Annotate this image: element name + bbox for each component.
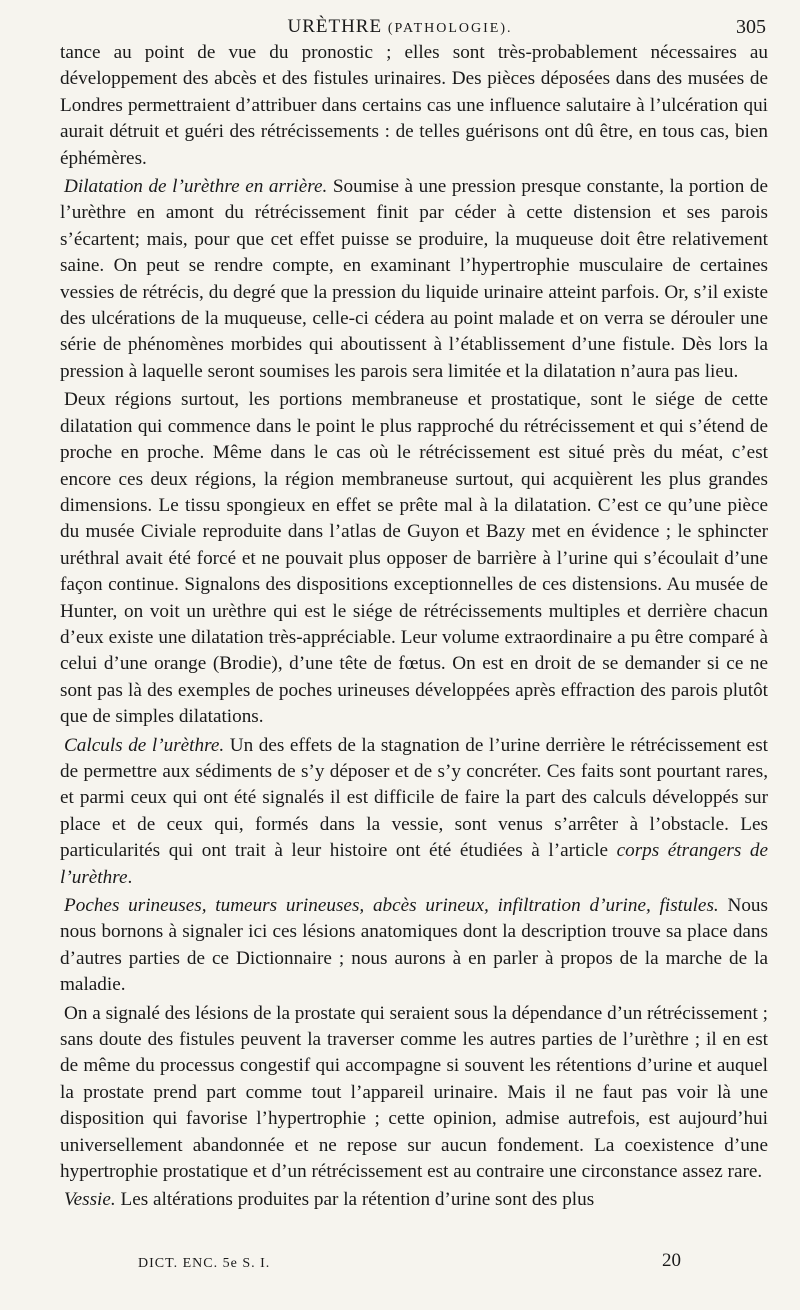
paragraph-text: Un des effets de la stagnation de l’urine derrière le rétrécissement est de permettre aux sédiments de s’y déposer et de s’y concréter. Ces faits sont pourtant rares, et parmi ceux qui ont été signalés il est difficile de faire la part des calculs développés sur place et de ceux qui, formés dans la vessie, sont venus s’arrêter à l’obstacle. Les particularités qui ont trait à leur histoire ont été étudiées à l’article [60, 734, 768, 862]
page-footer [0, 1250, 800, 1286]
section-lead: Poches urineuses, tumeurs urineuses, abcès urineux, infiltration d’urine, fistules. [64, 895, 719, 916]
paragraph-text: tance au point de vue du pronostic ; elles sont très-probablement nécessaires au développement des abcès et des fistules urinaires. Des pièces déposées dans des musées de Londres permettraient d’attribuer dans certains cas une influence salutaire à l’ulcération qui aurait détruit et guéri des rétrécissements : de telles guérisons ont dû être, en tous cas, bien éphémères. [60, 42, 768, 169]
paragraph-dilatation [60, 174, 768, 385]
paragraph-text: Soumise à une pression presque constante, la portion de l’urèthre en amont du rétrécissement finit par céder à cette distension et ses parois s’écartent; mais, pour que cet effet puisse se produire, la muqueuse doit être relativement saine. On peut se rendre compte, en examinant l’hypertrophie musculaire de certaines vessies de rétrécis, du degré que la pression du liquide urinaire atteint parfois. Or, s’il existe des ulcérations de la muqueuse, celle-ci cédera au point malade et on verra se dérouler une série de phénomènes morbides qui aboutissent à l’établissement d’une fistule. Dès lors la pression à laquelle seront soumises les parois sera limitée et la dilatation n’aura pas lieu. [60, 176, 768, 382]
paragraph-text: Deux régions surtout, les portions membraneuse et prostatique, sont le siége de cette dilatation qui commence dans le point le plus rapproché du rétrécissement et qui s’étend de proche en proche. Même dans le cas où le rétrécissement est situé près du méat, c’est encore ces deux régions, la région membraneuse surtout, qui acquièrent les plus grandes dimensions. Le tissu spongieux en effet se prête mal à la dilatation. C’est ce qu’une pièce du musée Civiale reproduite dans l’atlas de Guyon et Bazy met en évidence ; le sphincter uréthral avait été forcé et ne pouvait plus opposer de barrière à l’urine qui s’écoulait d’une façon continue. Signalons des dispositions exceptionnelles de ces distensions. Au musée de Hunter, on voit un urèthre qui est le siége de rétrécissements multiples et derrière chacun d’eux existe une dilatation très-appréciable. Leur volume extraordinaire a pu être comparé à celui d’une orange (Brodie), d’une tête de fœtus. On est en droit de se demander si ce ne sont pas là des exemples de poches urineuses développées après effraction des parois plutôt que de simples dilatations. [60, 389, 768, 728]
section-lead: Dilatation de l’urèthre en arrière. [64, 176, 328, 198]
running-title-sub: (PATHOLOGIE). [387, 21, 513, 36]
signature-number: 20 [662, 1250, 681, 1271]
section-lead: Calculs de l’urèthre. [64, 734, 225, 756]
paragraph-vessie [60, 1187, 768, 1213]
section-lead: Vessie. [64, 1189, 116, 1211]
paragraph-regions [60, 387, 768, 730]
body-text [60, 40, 768, 1214]
paragraph-text: Les altérations produites par la rétention d’urine sont des plus [115, 1189, 595, 1211]
paragraph-calculs [60, 733, 768, 891]
paragraph-text: Nous nous bornons à signaler ici ces lésions anatomiques dont la description trouve sa place dans d’autres parties de ce Dictionnaire ; nous aurons à en parler à propos de la marche de la maladie. [60, 895, 768, 996]
running-title [0, 16, 800, 38]
cross-reference: corps étrangers de l’urèthre [60, 840, 769, 888]
running-header [0, 10, 800, 40]
paragraph-continued [60, 40, 768, 172]
paragraph-poches [60, 893, 768, 999]
page-number: 305 [736, 16, 766, 38]
paragraph-text: On a signalé des lésions de la prostate qui seraient sous la dépendance d’un rétrécissement ; sans doute des fistules peuvent la traverser comme les autres parties de l’urèthre ; il en est de même du processus congestif qui accompagne si souvent les rétentions d’urine et auquel la prostate prend part comme tout l’appareil urinaire. Mais il ne faut pas voir là une disposition qui favorise l’hypertrophie ; cette opinion, admise autrefois, est aujourd’hui universellement abandonnée et ne repose sur aucun fondement. La coexistence d’une hypertrophie prostatique et d’un rétrécissement est au contraire une circonstance assez rare. [60, 1002, 768, 1183]
running-title-main: URÈTHRE [287, 16, 383, 37]
paragraph-prostate [60, 1001, 768, 1186]
printer-signature: DICT. ENC. 5e S. I. [138, 1256, 271, 1271]
paragraph-tail: . [127, 866, 133, 888]
